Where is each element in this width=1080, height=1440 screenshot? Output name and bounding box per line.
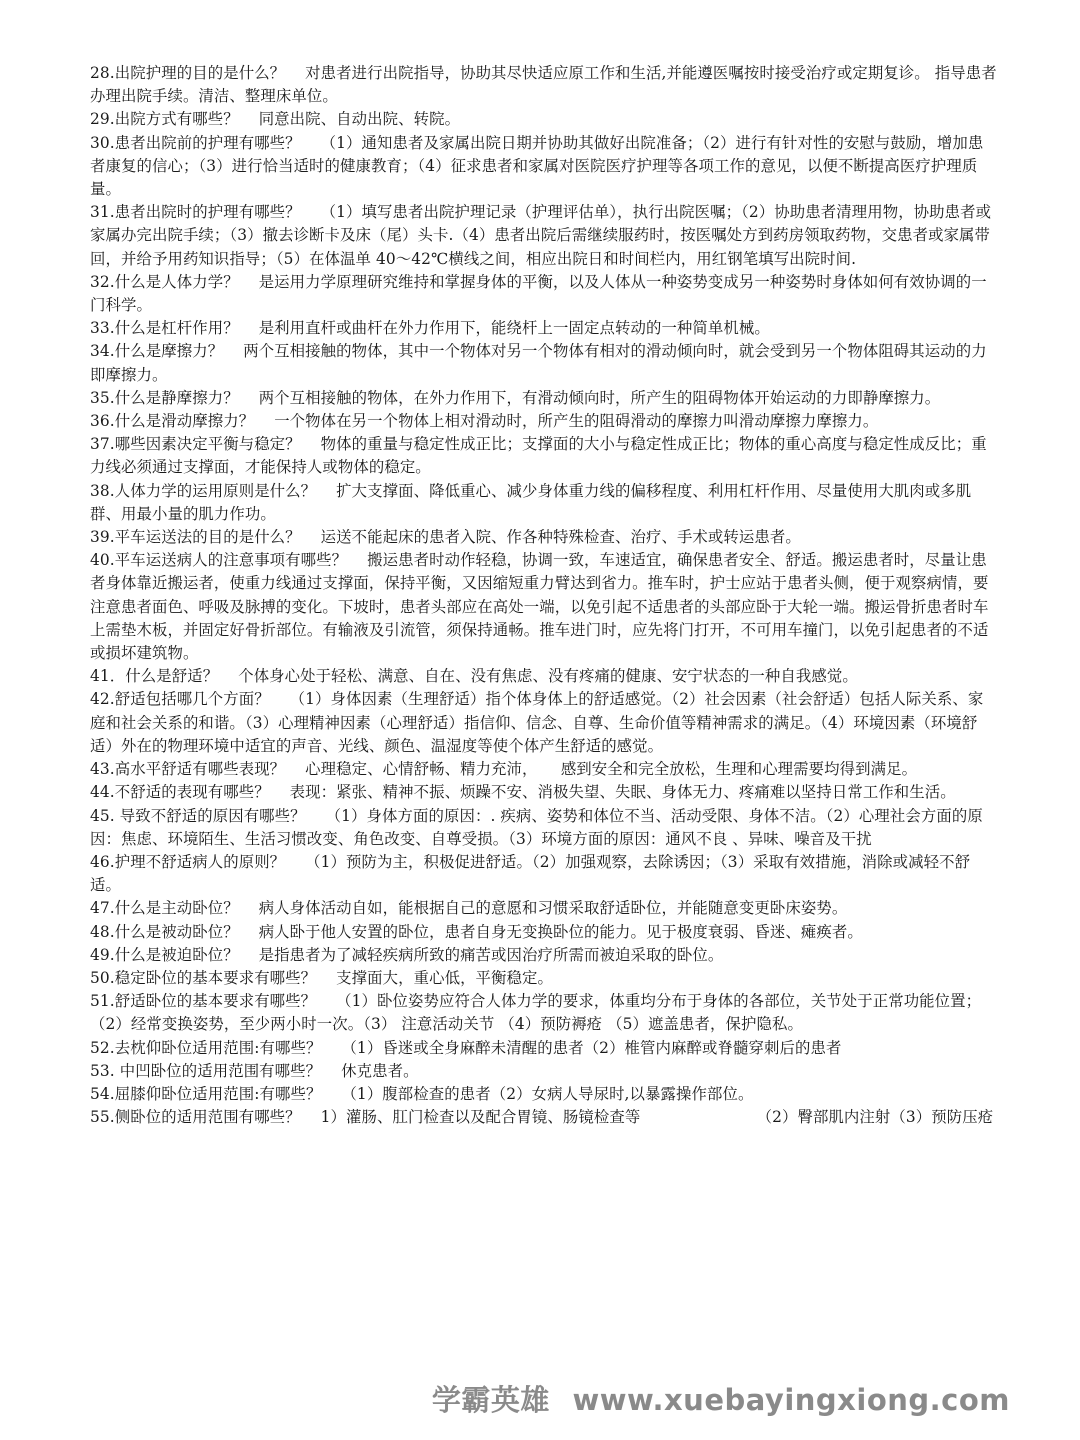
qa-item <box>90 921 998 944</box>
question-text: 28.出院护理的目的是什么？ <box>90 64 286 82</box>
answer-text: 支撑面大，重心低，平衡稳定。 <box>336 968 554 987</box>
qa-item <box>90 897 998 920</box>
qa-item <box>90 433 998 479</box>
question-text: 51.舒适卧位的基本要求有哪些？ <box>90 992 317 1011</box>
answer-text: 心理稳定、心情舒畅、精力充沛， 感到安全和完全放松，生理和心理需要均得到满足。 <box>305 760 918 779</box>
answer-text: 1）灌肠、肛门检查以及配合胃镜、肠镜检查等 （2）臀部肌内注射（3）预防压疮 <box>320 1108 994 1127</box>
qa-item <box>90 990 998 1036</box>
answer-text: 表现：紧张、精神不振、烦躁不安、消极失望、失眠、身体无力、疼痛难以坚持日常工作和生活。 <box>289 783 956 802</box>
question-text: 52.去枕仰卧位适用范围:有哪些？ <box>90 1038 322 1057</box>
qa-item <box>90 1060 998 1083</box>
answer-text: 病人身体活动自如，能根据自己的意愿和习惯采取舒适卧位，并能随意变更卧床姿势。 <box>258 899 848 918</box>
answer-text: 同意出院、自动出院、转院。 <box>258 110 461 129</box>
qa-item <box>90 967 998 990</box>
qa-item <box>90 526 998 549</box>
question-text: 47.什么是主动卧位？ <box>90 899 239 918</box>
answer-text: 是运用力学原理研究维持和掌握身体的平衡，以及人体从一种姿势变成另一种姿势时身体如何有效协调的一门科学。 <box>90 272 987 315</box>
question-text: 39.平车运送法的目的是什么？ <box>90 528 301 547</box>
question-text: 49.什么是被迫卧位？ <box>90 945 239 964</box>
question-text: 42.舒适包括哪几个方面？ <box>90 690 270 709</box>
answer-text: 两个互相接触的物体，在外力作用下，有滑动倾向时，所产生的阻碍物体开始运动的力即静摩擦力。 <box>258 388 941 407</box>
qa-item <box>90 1083 998 1106</box>
answer-text: （1）卧位姿势应符合人体力学的要求，体重均分布于身体的各部位，关节处于正常功能位置；（2）经常变换姿势，至少两小时一次。（3） 注意活动关节 （4）预防褥疮 （5）遮盖患者，保护隐私。 <box>90 992 982 1034</box>
footer-watermark <box>0 1378 1080 1422</box>
question-text: 43.高水平舒适有哪些表现？ <box>90 760 286 779</box>
watermark-url[interactable]: www.xuebayingxiong.com <box>572 1383 1010 1417</box>
question-text: 38.人体力学的运用原则是什么？ <box>90 481 317 500</box>
qa-item <box>90 132 998 202</box>
qa-item <box>90 1037 998 1060</box>
question-text: 35.什么是静摩擦力？ <box>90 388 239 407</box>
qa-item <box>90 340 998 386</box>
qa-item <box>90 758 998 781</box>
question-text: 53. 中凹卧位的适用范围有哪些？ <box>90 1061 322 1080</box>
question-text: 29.出院方式有哪些？ <box>90 110 239 129</box>
qa-item <box>90 688 998 758</box>
watermark-text <box>432 1378 1010 1419</box>
answer-text: 个体身心处于轻松、满意、自在、没有焦虑、没有疼痛的健康、安宁状态的一种自我感觉。 <box>238 667 858 686</box>
answer-text: （1）填写患者出院护理记录（护理评估单），执行出院医嘱；（2）协助患者清理用物，协助患者或家属办完出院手续；（3）撤去诊断卡及床（尾）头卡.（4）患者出院后需继续服药时，按医嘱处方到药房领取药物，交患者或家属带回，并给予用药知识指导；（5）在体温单 40～42℃横线之间，相应出院日和时间栏内，用红钢笔填写出院时间. <box>90 203 992 268</box>
qa-item <box>90 387 998 410</box>
question-text: 40.平车运送病人的注意事项有哪些？ <box>90 551 348 570</box>
qa-item <box>90 805 998 851</box>
qa-item <box>90 944 998 967</box>
answer-text: 运送不能起床的患者入院、作各种特殊检查、治疗、手术或转运患者。 <box>320 528 801 547</box>
watermark-brand: 学霸英雄 <box>431 1383 550 1417</box>
question-text: 48.什么是被动卧位？ <box>90 922 239 941</box>
question-text: 31.患者出院时的护理有哪些？ <box>90 203 301 222</box>
question-text: 50.稳定卧位的基本要求有哪些？ <box>90 968 317 987</box>
question-text: 37.哪些因素决定平衡与稳定？ <box>90 435 301 454</box>
answer-text: （1）腹部检查的患者（2）女病人导尿时,以暴露操作部位。 <box>341 1084 754 1103</box>
question-text: 55.侧卧位的适用范围有哪些？ <box>90 1108 301 1127</box>
answer-text: 搬运患者时动作轻稳，协调一致，车速适宜，确保患者安全、舒适。搬运患者时，尽量让患者身体靠近搬运者，使重力线通过支撑面，保持平衡，又因缩短重力臂达到省力。推车时，护士应站于患者头侧，便于观察病情，要注意患者面色、呼吸及脉搏的变化。下坡时，患者头部应在高处一端，以免引起不适患者的头部应卧于大轮一端。搬运骨折患者时车上需垫木板，并固定好骨折部位。有输液及引流管，须保持通畅。推车进门时，应先将门打开，不可用车撞门，以免引起患者的不适或损坏建筑物。 <box>90 551 989 663</box>
qa-item <box>90 480 998 526</box>
question-text: 32.什么是人体力学？ <box>90 272 239 291</box>
answer-text: 休克患者。 <box>341 1061 419 1080</box>
question-text: 33.什么是杠杆作用？ <box>90 319 239 338</box>
answer-text: （1）身体因素（生理舒适）指个体身体上的舒适感觉。（2）社会因素（社会舒适）包括人际关系、家庭和社会关系的和谐。（3）心理精神因素（心理舒适）指信仰、信念、自尊、生命价值等精神需求的满足。（4）环境因素（环境舒适）外在的物理环境中适宜的声音、光线、颜色、温湿度等使个体产生舒适的感觉。 <box>90 690 984 755</box>
qa-item <box>90 271 998 317</box>
answer-text: 两个互相接触的物体，其中一个物体对另一个物体有相对的滑动倾向时，就会受到另一个物体阻碍其运动的力即摩擦力。 <box>90 342 987 384</box>
answer-text: 扩大支撑面、降低重心、减少身体重力线的偏移程度、利用杠杆作用、尽量使用大肌肉或多肌群、用最小量的肌力作功。 <box>90 481 972 523</box>
answer-text: 是利用直杆或曲杆在外力作用下，能绕杆上一固定点转动的一种简单机械。 <box>258 319 770 338</box>
answer-text: （1）昏迷或全身麻醉未清醒的患者（2）椎管内麻醉或脊髓穿刺后的患者 <box>341 1038 842 1057</box>
answer-text: 一个物体在另一个物体上相对滑动时，所产生的阻碍滑动的摩擦力叫滑动摩擦力摩擦力。 <box>274 412 879 431</box>
answer-text: 物体的重量与稳定性成正比；支撑面的大小与稳定性成正比；物体的重心高度与稳定性成反比；重力线必须通过支撑面，才能保持人或物体的稳定。 <box>90 435 987 477</box>
answer-text: 对患者进行出院指导，协助其尽快适应原工作和生活,并能遵医嘱按时接受治疗或定期复诊。 指导患者办理出院手续。清洁、整理床单位。 <box>90 64 997 106</box>
question-text: 46.护理不舒适病人的原则？ <box>90 852 286 871</box>
qa-item <box>90 781 998 804</box>
question-text: 54.屈膝仰卧位适用范围:有哪些？ <box>90 1084 322 1103</box>
answer-text: 病人卧于他人安置的卧位，患者自身无变换卧位的能力。见于极度衰弱、昏迷、瘫痪者。 <box>258 922 863 941</box>
qa-item <box>90 201 998 271</box>
answer-text: （1）身体方面的原因：. 疾病、姿势和体位不当、活动受限、身体不洁。（2）心理社会方面的原因：焦虑、环境陌生、生活习惯改变、角色改变、自尊受损。（3）环境方面的原因：通风不良 、异味、噪音及干扰 <box>90 806 983 848</box>
qa-item <box>90 317 998 340</box>
question-text: 45. 导致不舒适的原因有哪些？ <box>90 806 306 825</box>
qa-item <box>90 108 998 131</box>
document-body <box>90 62 998 1129</box>
answer-text: （1）通知患者及家属出院日期并协助其做好出院准备；（2）进行有针对性的安慰与鼓励，增加患者康复的信心；（3）进行恰当适时的健康教育；（4）征求患者和家属对医院医疗护理等各项工作的意见，以便不断提高医疗护理质量。 <box>90 133 984 199</box>
qa-item <box>90 1106 998 1129</box>
qa-item <box>90 665 998 688</box>
question-text: 30.患者出院前的护理有哪些？ <box>90 133 301 152</box>
answer-text: 是指患者为了减轻疾病所致的痛苦或因治疗所需而被迫采取的卧位。 <box>258 945 724 964</box>
qa-item <box>90 549 998 665</box>
qa-item <box>90 851 998 897</box>
qa-item <box>90 62 998 108</box>
question-text: 44.不舒适的表现有哪些？ <box>90 783 270 802</box>
qa-item <box>90 410 998 433</box>
question-text: 34.什么是摩擦力？ <box>90 342 224 361</box>
question-text: 36.什么是滑动摩擦力？ <box>90 412 255 431</box>
question-text: 41．什么是舒适？ <box>90 667 219 686</box>
answer-text: （1）预防为主，积极促进舒适。（2）加强观察，去除诱因；（3）采取有效措施，消除或减轻不舒适。 <box>90 852 971 895</box>
